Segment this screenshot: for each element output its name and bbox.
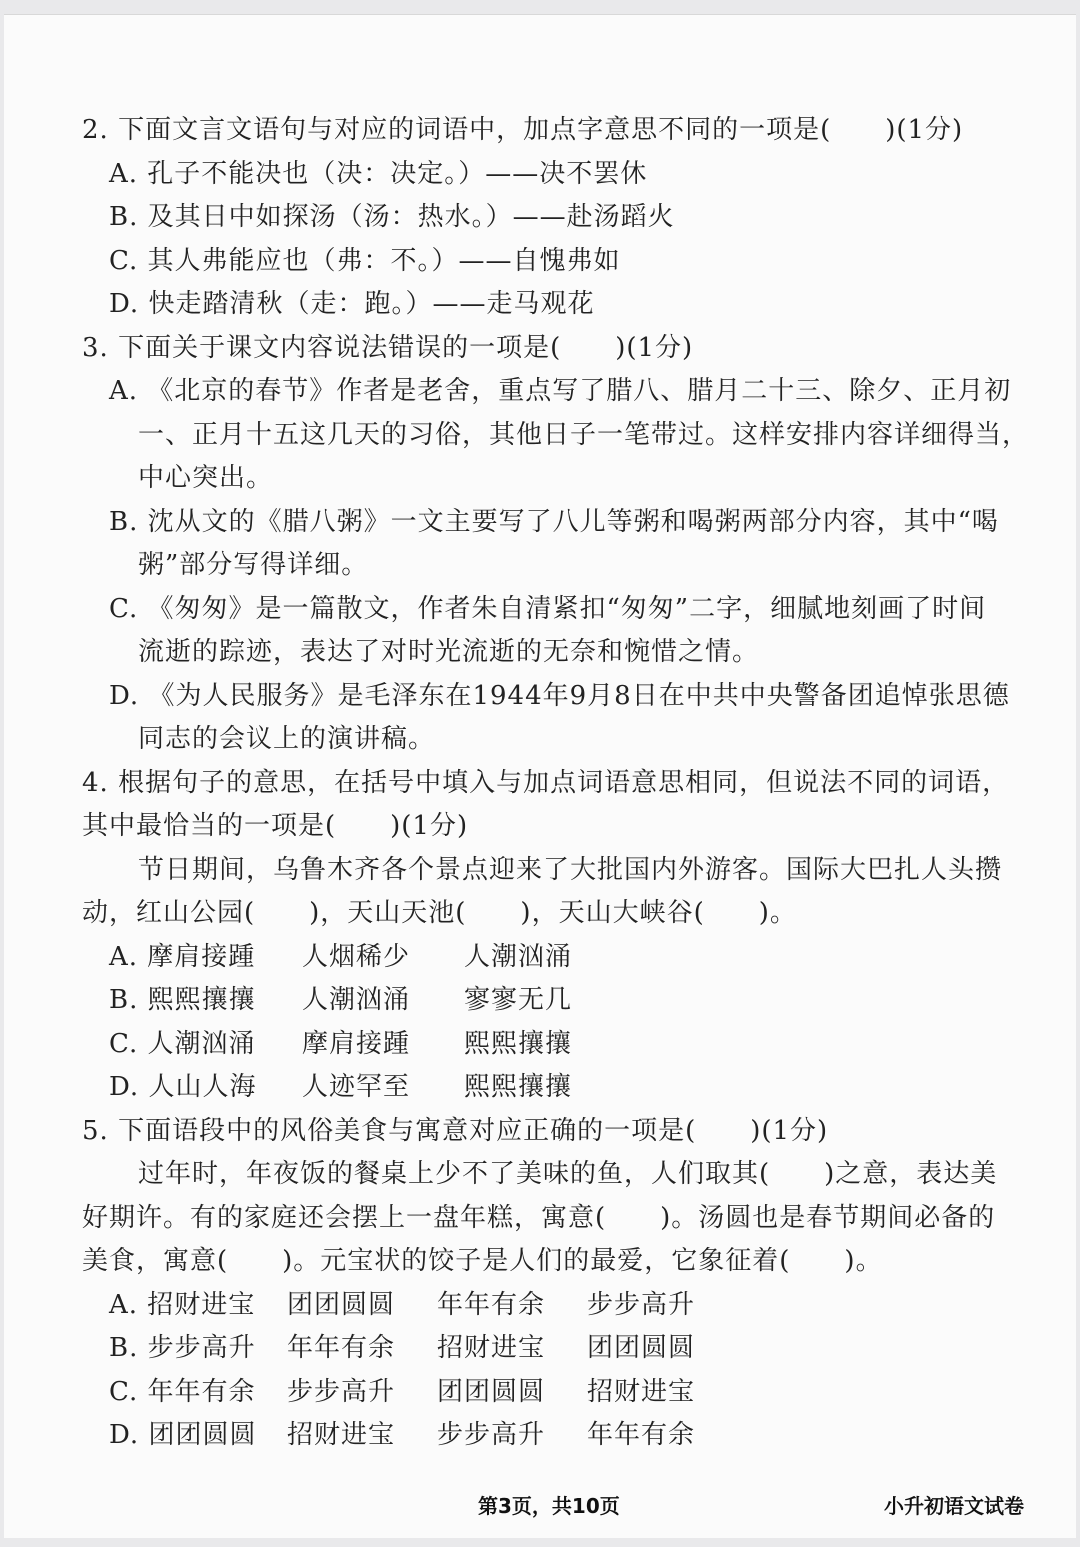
option-cell: D. 团团圆圆 — [109, 1420, 257, 1450]
question-3-stem: 3. 下面关于课文内容说法错误的一项是( )(1分) — [82, 332, 694, 363]
option-cell: 摩肩接踵 — [302, 1028, 411, 1059]
question-3-option-d: D. 《为人民服务》是毛泽东在1944年9月8日在中共中央警备团追悼张思德 — [109, 680, 1010, 711]
question-2-option-a: A. 孔子不能决也（决：决定。）——决不罢休 — [109, 158, 648, 189]
page-content — [82, 109, 1030, 1458]
question-5-passage: 过年时，年夜饭的餐桌上少不了美味的鱼，人们取其( )之意，表达美 — [138, 1159, 998, 1189]
question-2-option-b: B. 及其日中如探汤（汤：热水。）——赴汤蹈火 — [109, 202, 675, 232]
question-5-passage-cont: 美食，寓意( )。元宝状的饺子是人们的最爱，它象征着( )。 — [82, 1246, 883, 1276]
option-cell: 熙熙攘攘 — [464, 1072, 573, 1102]
option-cell: B. 熙熙攘攘 — [109, 985, 256, 1015]
option-cell: 步步高升 — [587, 1289, 696, 1320]
option-cell: 熙熙攘攘 — [464, 1028, 573, 1059]
question-5-option-d — [82, 1414, 1012, 1458]
option-cell: 招财进宝 — [587, 1376, 696, 1407]
option-cell: 寥寥无几 — [464, 985, 573, 1015]
question-4-option-a — [82, 936, 1012, 980]
question-3-option-b: B. 沈从文的《腊八粥》一文主要写了八儿等粥和喝粥两部分内容，其中“喝 — [109, 506, 999, 537]
question-4-stem: 4. 根据句子的意思，在括号中填入与加点词语意思相同，但说法不同的词语， — [82, 767, 1010, 798]
exam-title: 小升初语文试卷 — [884, 1494, 1024, 1518]
option-cell: 人潮汹涌 — [464, 941, 573, 972]
option-cell: 人潮汹涌 — [302, 985, 411, 1015]
question-2-option-d: D. 快走踏清秋（走：跑。）——走马观花 — [109, 289, 595, 319]
question-4-passage: 节日期间，乌鲁木齐各个景点迎来了大批国内外游客。国际大巴扎人头攒 — [138, 854, 1003, 885]
question-3-option-a: A. 《北京的春节》作者是老舍，重点写了腊八、腊月二十三、除夕、正月初 — [109, 376, 1012, 406]
option-cell: 人迹罕至 — [302, 1072, 411, 1102]
question-3-option-d-cont: 同志的会议上的演讲稿。 — [138, 724, 436, 754]
option-cell: 人烟稀少 — [302, 941, 411, 972]
question-3-option-c: C. 《匆匆》是一篇散文，作者朱自清紧扣“匆匆”二字，细腻地刻画了时间 — [109, 593, 987, 624]
option-cell: 年年有余 — [587, 1420, 696, 1450]
option-cell: 团团圆圆 — [437, 1376, 546, 1407]
option-cell: D. 人山人海 — [109, 1072, 257, 1102]
option-cell: A. 摩肩接踵 — [109, 941, 256, 972]
option-cell: 步步高升 — [437, 1420, 546, 1450]
question-4-passage-cont: 动，红山公园( )，天山天池( )，天山大峡谷( )。 — [82, 898, 797, 928]
option-cell: 团团圆圆 — [287, 1289, 396, 1320]
question-5-passage-cont: 好期许。有的家庭还会摆上一盘年糕，寓意( )。汤圆也是春节期间必备的 — [82, 1202, 996, 1233]
question-3-option-a-cont: 中心突出。 — [138, 463, 274, 493]
option-cell: 团团圆圆 — [587, 1333, 696, 1363]
option-cell: 招财进宝 — [437, 1333, 546, 1363]
page-number: 第3页，共10页 — [478, 1494, 620, 1518]
option-cell: C. 人潮汹涌 — [109, 1028, 256, 1059]
option-cell: B. 步步高升 — [109, 1333, 256, 1363]
question-4-option-c — [82, 1023, 1012, 1067]
exam-page — [4, 14, 1076, 1538]
option-cell: A. 招财进宝 — [109, 1289, 256, 1320]
question-5-stem: 5. 下面语段中的风俗美食与寓意对应正确的一项是( )(1分) — [82, 1115, 829, 1146]
option-cell: 步步高升 — [287, 1376, 396, 1407]
question-3-option-a-cont: 一、正月十五这几天的习俗，其他日子一笔带过。这样安排内容详细得当， — [138, 419, 1030, 450]
question-3-option-c-cont: 流逝的踪迹，表达了对时光流逝的无奈和惋惜之情。 — [138, 637, 760, 667]
question-5-option-a — [82, 1284, 1012, 1328]
question-2-option-c: C. 其人弗能应也（弗：不。）——自愧弗如 — [109, 245, 621, 276]
option-cell: 年年有余 — [287, 1333, 396, 1363]
question-5-option-c — [82, 1371, 1012, 1415]
option-cell: 招财进宝 — [287, 1420, 396, 1450]
question-5-option-b — [82, 1327, 1012, 1371]
question-3-option-b-cont: 粥”部分写得详细。 — [138, 550, 369, 580]
question-2-stem: 2. 下面文言文语句与对应的词语中，加点字意思不同的一项是( )(1分) — [82, 115, 964, 145]
question-4-stem-cont: 其中最恰当的一项是( )(1分) — [82, 811, 469, 841]
option-cell: 年年有余 — [437, 1289, 546, 1320]
question-4-option-b — [82, 979, 1012, 1023]
question-4-option-d — [82, 1066, 1012, 1110]
option-cell: C. 年年有余 — [109, 1376, 256, 1407]
